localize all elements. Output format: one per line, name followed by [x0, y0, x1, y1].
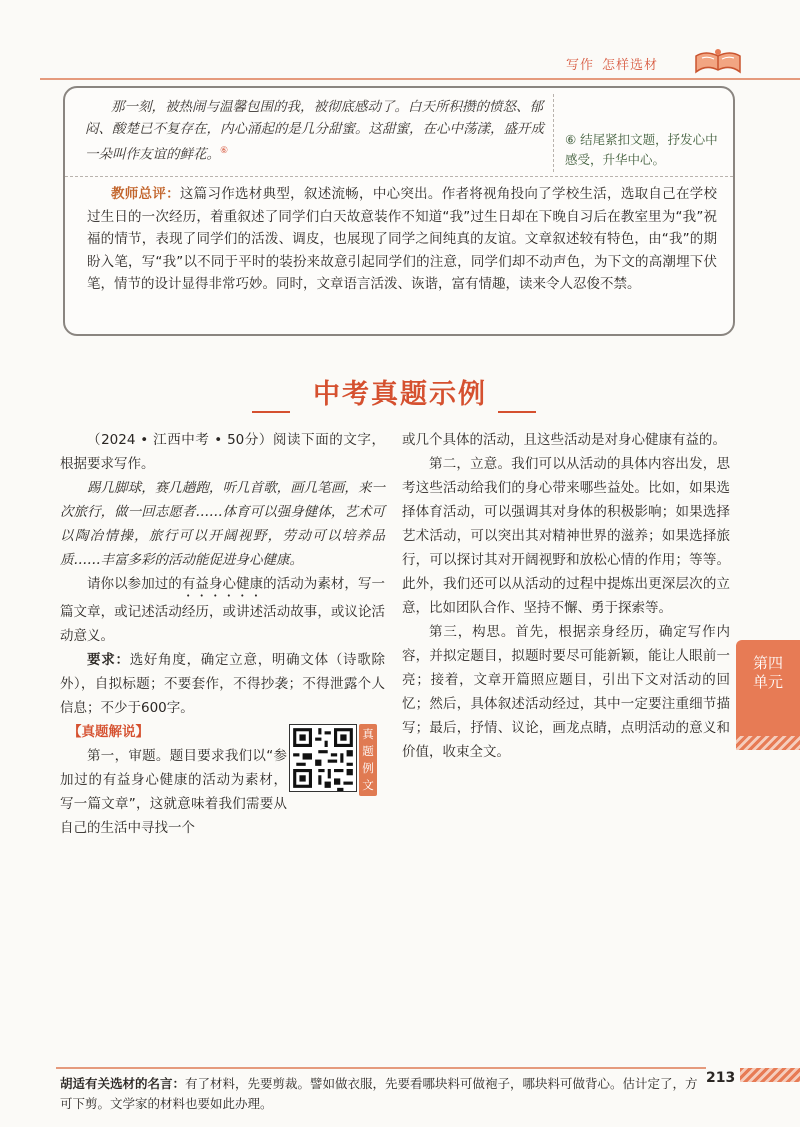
running-header — [566, 54, 666, 73]
qr-code-block[interactable] — [289, 724, 379, 798]
title-rule-left — [252, 411, 290, 413]
analysis-label: 【真题解说】 — [68, 724, 149, 740]
box-divider — [65, 176, 733, 177]
section-title-text: 中考真题示例 — [313, 379, 487, 410]
task-post: 的活动为素材，写一篇文章，或记述活动经历，或讲述活动故事，或议论活动意义。 — [60, 576, 386, 644]
essay-excerpt — [85, 96, 547, 166]
header-section: 写作 — [566, 58, 595, 73]
book-icon — [692, 46, 744, 76]
essay-excerpt-text: 那一刻，被热闹与温馨包围的我，被彻底感动了。白天所积攒的愤怒、郁闷、酸楚已不复存在，内心涌起的是几分甜蜜。这甜蜜，在心中荡漾，盛开成一朵叫作友谊的鲜花。 — [85, 99, 544, 163]
page-number: 213 — [706, 1070, 736, 1086]
exam-task — [60, 572, 385, 648]
analysis-para-3: 第三，构思。首先，根据亲身经历，确定写作内容，并拟定题目，拟题时要尽可能新颖，能让人眼前一亮；接着，文章开篇照应题目，引出下文对活动的回忆；然后，具体叙述活动经过，其中一定要注重细节描写；最后，抒情、议论，画龙点睛，点明活动的意义和价值，收束全文。 — [402, 624, 730, 760]
side-note: ⑥ 结尾紧扣文题，抒发心中感受，升华中心。 — [565, 132, 718, 167]
note-divider — [553, 94, 554, 172]
essay-marker: ⑥ — [220, 146, 229, 156]
section-title — [0, 372, 800, 411]
requirements-text: 选好角度，确定立意，明确文体（诗歌除外），自拟标题；不要套作，不得抄袭；不得泄露个人信息；不少于600字。 — [60, 652, 386, 716]
right-column — [402, 428, 730, 764]
analysis-para-1: 第一，审题。题目要求我们以“参加过的有益身心健康的活动为素材，写一篇文章”，这就意味着我们需要从自己的生活中寻找一个 — [60, 748, 287, 836]
footer-text: 有了材料，先要剪裁。譬如做衣服，先要看哪块料可做袍子，哪块料可做背心。估计定了，方可下剪。文学家的材料也要如此办理。 — [60, 1076, 698, 1111]
header-topic: 怎样选材 — [602, 58, 659, 73]
task-emphasis: 有益身心健康 — [181, 576, 264, 592]
teacher-comment-label: 教师总评： — [111, 186, 180, 202]
requirements-label: 要求： — [87, 652, 130, 668]
header-rule — [40, 78, 800, 80]
task-pre: 请你以参加过的 — [87, 576, 182, 592]
footer-rule — [56, 1067, 706, 1069]
unit-tab-stripe — [736, 736, 800, 750]
unit-tab-label: 第四单元 — [752, 654, 783, 691]
qr-code-icon[interactable] — [289, 724, 357, 792]
exam-passage: 踢几脚球，赛几趟跑，听几首歌，画几笔画，来一次旅行，做一回志愿者……体育可以强身健体，艺术可以陶冶情操，旅行可以开阔视野，劳动可以培养品质……丰富多彩的活动能促进身心健康。 — [60, 480, 385, 568]
teacher-comment-text: 这篇习作选材典型，叙述流畅，中心突出。作者将视角投向了学校生活，选取自己在学校过生日的一次经历，着重叙述了同学们白天故意装作不知道“我”过生日却在下晚自习后在教室里为“我”祝福的情节，表现了同学们的活泼、调皮，也展现了同学之间纯真的友谊。文章叙述较有特色，由“我”的期盼入笔，写“我”以不同于平时的装扮来故意引起同学们的注意，同学们却不动声色，为下文的高潮埋下伏笔，情节的设计显得非常巧妙。同时，文章语言活泼、诙谐，富有情趣，读来令人忍俊不禁。 — [87, 186, 718, 292]
footer-stripe — [740, 1068, 800, 1082]
footer-label: 胡适有关选材的名言： — [60, 1076, 186, 1091]
analysis-para-1-cont: 或几个具体的活动，且这些活动是对身心健康有益的。 — [402, 432, 726, 448]
exam-source: （2024 • 江西中考 • 50分）阅读下面的文字，根据要求写作。 — [60, 432, 385, 472]
title-rule-right — [498, 411, 536, 413]
teacher-comment — [87, 183, 717, 296]
footer-quote — [60, 1074, 706, 1114]
analysis-para-2: 第二，立意。我们可以从活动的具体内容出发，思考这些活动给我们的身心带来哪些益处。比如，如果选择体育活动，可以强调其对身体的积极影响；如果选择艺术活动，可以突出其对精神世界的滋养；如果选择旅行，可以探讨其对开阔视野和放松心情的作用；等等。此外，我们还可以从活动的过程中提炼出更深层次的立意，比如团队合作、坚持不懈、勇于探索等。 — [402, 456, 730, 616]
qr-label: 真题例文 — [359, 724, 377, 796]
exam-requirements — [60, 648, 385, 720]
essay-excerpt-box — [63, 86, 735, 336]
unit-tab — [736, 640, 800, 736]
